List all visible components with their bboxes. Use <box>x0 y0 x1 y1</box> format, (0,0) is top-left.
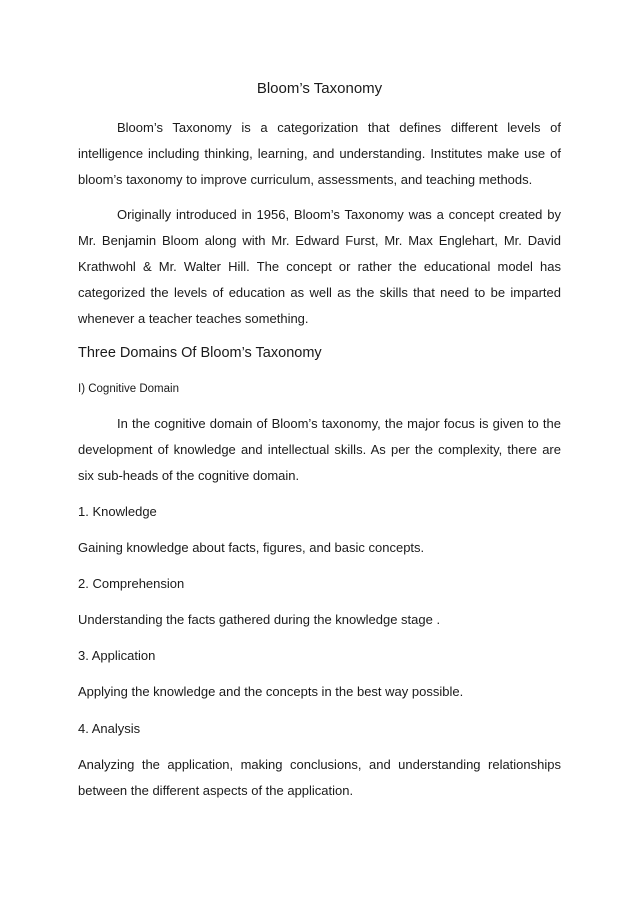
item-knowledge-text: Gaining knowledge about facts, figures, and basic concepts. <box>78 540 425 555</box>
item-knowledge-heading: 1. Knowledge <box>78 504 157 519</box>
item-analysis-heading: 4. Analysis <box>78 721 141 736</box>
history-paragraph: Originally introduced in 1956, Bloom’s Taxonomy was a concept created by Mr. Benjamin Bloom along with Mr. Edward Furst, Mr. Max Englehart, Mr. David Krathwohl & Mr. Walter Hill. The concept or rather the educational model has categorized the levels of education as well as the skills that need to be imparted whenever a teacher teaches something. <box>78 207 561 326</box>
cognitive-paragraph: In the cognitive domain of Bloom’s taxonomy, the major focus is given to the development of knowledge and intellectual skills. As per the complexity, there are six sub-heads of the cognitive domain. <box>78 416 561 483</box>
item-analysis-text: Analyzing the application, making conclusions, and understanding relationships between the different aspects of the application. <box>78 757 561 798</box>
item-application-text: Applying the knowledge and the concepts in the best way possible. <box>78 684 464 699</box>
item-comprehension-text: Understanding the facts gathered during the knowledge stage . <box>78 612 441 627</box>
domains-heading: Three Domains Of Bloom’s Taxonomy <box>78 345 322 361</box>
item-comprehension-heading: 2. Comprehension <box>78 576 185 591</box>
cognitive-domain-heading: I) Cognitive Domain <box>78 383 179 395</box>
document-title: Bloom’s Taxonomy <box>256 80 383 97</box>
item-application-heading: 3. Application <box>78 648 156 663</box>
intro-paragraph: Bloom’s Taxonomy is a categorization that defines different levels of intelligence including thinking, learning, and understanding. Institutes make use of bloom’s taxonomy to improve curriculum, assessments, and teaching methods. <box>78 120 561 187</box>
